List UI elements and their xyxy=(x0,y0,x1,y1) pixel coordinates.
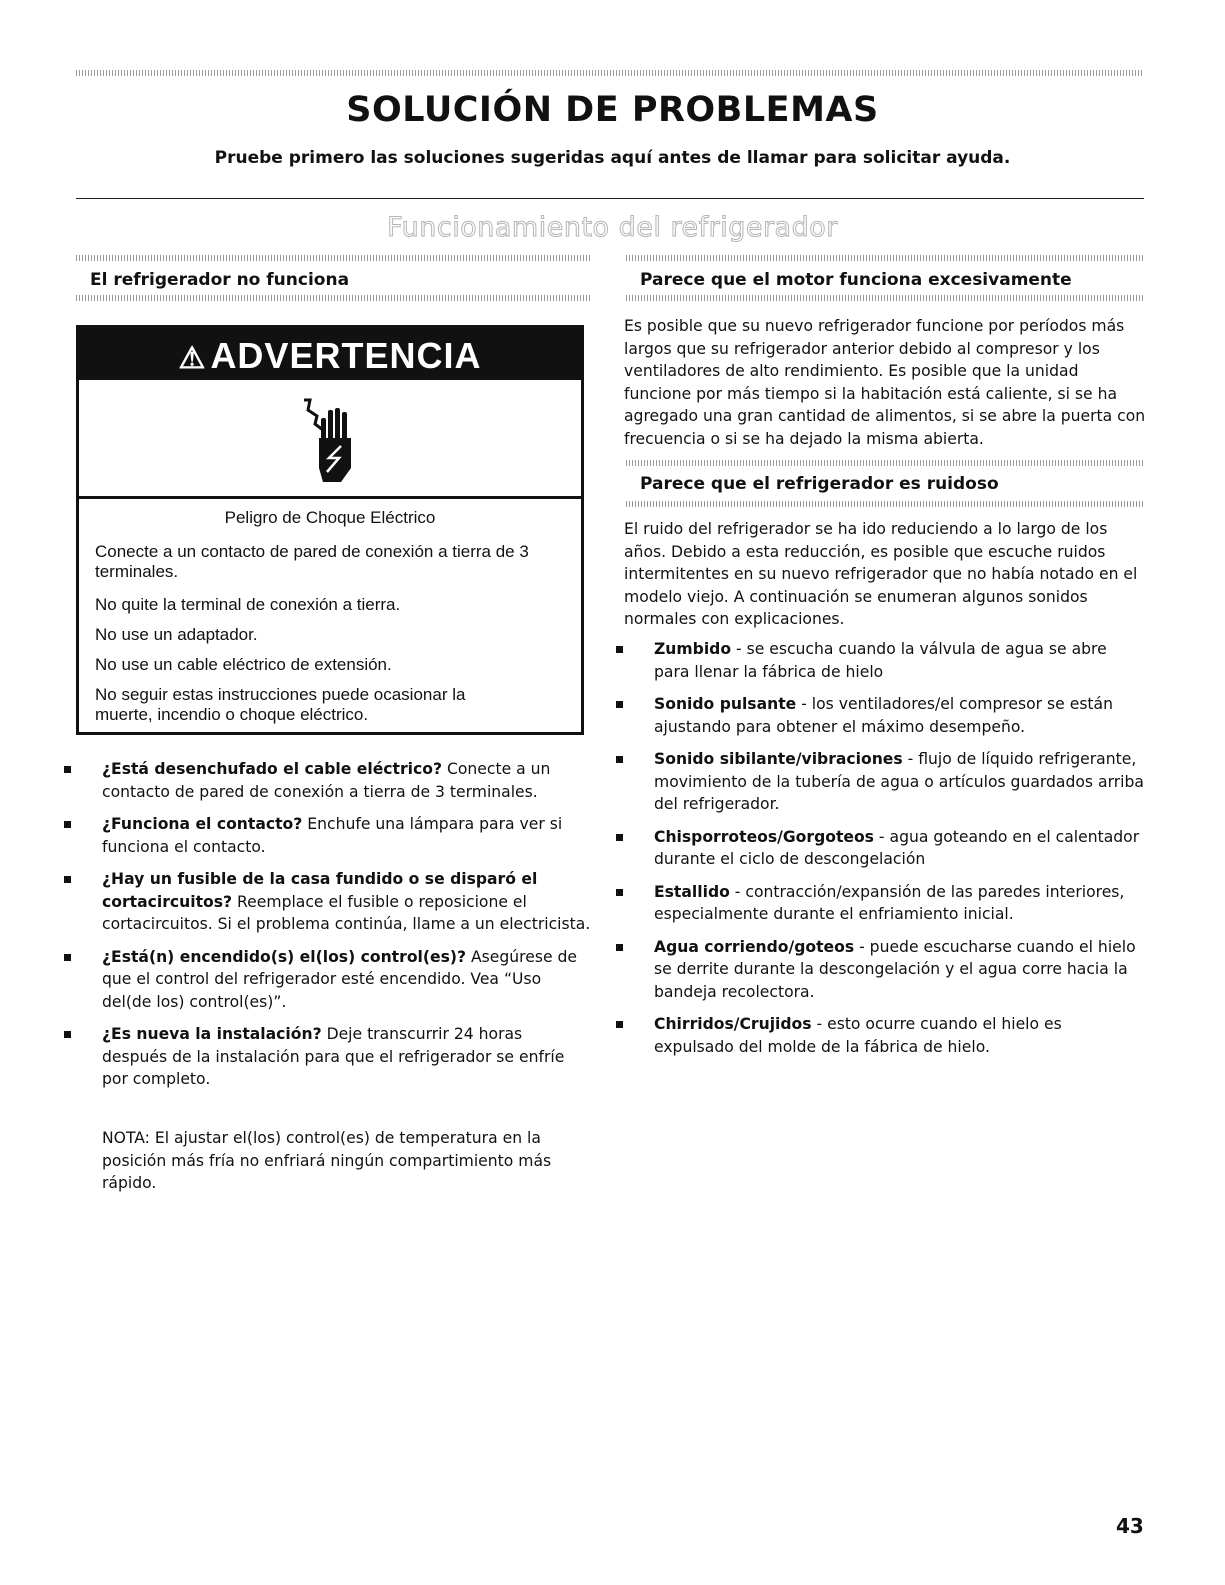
list-item-question: ¿Está(n) encendido(s) el(los) control(es)? xyxy=(102,947,467,966)
section-title: Funcionamiento del refrigerador xyxy=(387,212,838,243)
page-title: SOLUCIÓN DE PROBLEMAS xyxy=(346,90,879,130)
left-hatch-top xyxy=(76,255,592,261)
right-paragraph-noise: El ruido del refrigerador se ha ido reduciendo a lo largo de los años. Debido a esta reducción, es posible que escuche ruidos intermitentes en su nuevo refrigerador que no había notado en el modelo viejo. A continuación se enumeran algunos sonidos normales con explicaciones. xyxy=(624,520,1138,628)
bullet-icon xyxy=(616,944,623,951)
note-text: El ajustar el(los) control(es) de temperatura en la posición más fría no enfriará ningún compartimiento más rápido. xyxy=(102,1129,552,1192)
warning-line-extension: No use un cable eléctrico de extensión. xyxy=(95,655,392,674)
bullet-icon xyxy=(64,876,71,883)
left-hatch-bottom xyxy=(76,295,592,301)
sound-name: Chisporroteos/Gorgoteos xyxy=(654,827,874,846)
warning-line-grounding: Conecte a un contacto de pared de conexión a tierra de 3 terminales. xyxy=(95,542,529,581)
sound-name: Zumbido xyxy=(654,640,732,658)
sound-name: Sonido sibilante/vibraciones xyxy=(654,750,903,768)
list-item-answer: Reemplace el fusible o reposicione el cortacircuitos. Si el problema continúa, llame a un electricista. xyxy=(102,892,591,933)
warning-line-consequence: No seguir estas instrucciones puede ocasionar la muerte, incendio o choque eléctrico. xyxy=(95,685,466,724)
bullet-icon xyxy=(64,954,71,961)
warning-line-adapter: No use un adaptador. xyxy=(95,625,258,644)
warning-header xyxy=(79,328,581,380)
list-item xyxy=(64,1023,592,1091)
list-item xyxy=(616,1013,1146,1058)
list-item xyxy=(64,813,592,858)
right-hatch-bottom-1 xyxy=(626,295,1144,301)
list-item xyxy=(616,748,1146,816)
electric-shock-hand-icon xyxy=(301,398,363,486)
list-item-question: ¿Funciona el contacto? xyxy=(102,815,303,833)
page-number: 43 xyxy=(1116,1514,1144,1538)
bullet-icon xyxy=(616,834,623,841)
list-item-answer: Enchufe una lámpara para ver si funciona el contacto. xyxy=(102,815,563,856)
list-item-answer: Asegúrese de que el control del refrigerador esté encendido. Vea “Uso del(de los) control(es)”. xyxy=(102,947,578,1011)
left-checklist xyxy=(64,758,592,1101)
right-heading-noise: Parece que el refrigerador es ruidoso xyxy=(640,474,999,494)
list-item xyxy=(616,936,1146,1004)
page-subtitle: Pruebe primero las soluciones sugeridas aquí antes de llamar para solicitar ayuda. xyxy=(214,148,1011,168)
bullet-icon xyxy=(64,766,71,773)
sound-description: - contracción/expansión de las paredes interiores, especialmente durante el enfriamiento inicial. xyxy=(654,882,1125,923)
list-item-answer: Conecte a un contacto de pared de conexión a tierra de 3 terminales. xyxy=(102,760,551,801)
bullet-icon xyxy=(64,821,71,828)
bullet-icon xyxy=(616,889,623,896)
list-item xyxy=(616,638,1146,683)
list-item xyxy=(616,881,1146,926)
list-item-question: ¿Hay un fusible de la casa fundido o se disparó el cortacircuitos? xyxy=(102,870,538,911)
note-label: NOTA: xyxy=(102,1129,150,1147)
right-heading-motor: Parece que el motor funciona excesivamente xyxy=(640,270,1072,290)
sounds-list xyxy=(616,638,1146,1068)
list-item xyxy=(616,693,1146,738)
sound-description: - puede escucharse cuando el hielo se derrite durante la descongelación y el agua corre hacia la bandeja recolectora. xyxy=(654,937,1136,1001)
right-hatch-top-1 xyxy=(626,255,1144,261)
list-item-question: ¿Está desenchufado el cable eléctrico? xyxy=(102,760,443,778)
sound-description: - esto ocurre cuando el hielo es expulsado del molde de la fábrica de hielo. xyxy=(654,1015,1062,1056)
bullet-icon xyxy=(64,1031,71,1038)
sound-name: Estallido xyxy=(654,882,730,901)
list-item xyxy=(64,946,592,1014)
list-item xyxy=(616,826,1146,871)
sound-name: Chirridos/Crujidos xyxy=(654,1015,812,1033)
list-item-question: ¿Es nueva la instalación? xyxy=(102,1025,322,1043)
sound-description: - flujo de líquido refrigerante, movimiento de la tubería de agua o artículos guardados arriba del refrigerador. xyxy=(654,750,1144,813)
bullet-icon xyxy=(616,1021,623,1028)
sound-description: - los ventiladores/el compresor se están ajustando para obtener el máximo desempeño. xyxy=(654,695,1113,736)
header-rule xyxy=(76,198,1144,199)
left-heading: El refrigerador no funciona xyxy=(90,270,350,290)
sound-description: - se escucha cuando la válvula de agua se abre para llenar la fábrica de hielo xyxy=(654,640,1107,681)
sound-description: - agua goteando en el calentador durante el ciclo de descongelación xyxy=(654,827,1140,868)
top-hatch-divider xyxy=(76,70,1144,76)
bullet-icon xyxy=(616,701,623,708)
list-item xyxy=(64,758,592,803)
sound-name: Sonido pulsante xyxy=(654,695,797,713)
warning-box xyxy=(76,325,584,735)
right-hatch-bottom-2 xyxy=(626,501,1144,507)
sound-name: Agua corriendo/goteos xyxy=(654,937,855,956)
warning-header-label: ADVERTENCIA xyxy=(210,335,482,376)
warning-danger-title: Peligro de Choque Eléctrico xyxy=(224,508,436,527)
bullet-icon xyxy=(616,646,623,653)
warning-line-terminal: No quite la terminal de conexión a tierra. xyxy=(95,595,401,614)
bullet-icon xyxy=(616,756,623,763)
list-item xyxy=(64,868,592,936)
warning-divider xyxy=(79,496,581,499)
warning-triangle-icon: ⚠ xyxy=(178,342,207,375)
right-hatch-top-2 xyxy=(626,460,1144,466)
right-paragraph-motor: Es posible que su nuevo refrigerador funcione por períodos más largos que su refrigerador anterior debido al compresor y los ventiladores de alto rendimiento. Es posible que la unidad funcione por más tiempo si la habitación está caliente, si se ha agregado una gran cantidad de alimentos, si se abre la puerta con frecuencia o si se ha dejado la misma abierta. xyxy=(624,317,1146,448)
list-item-answer: Deje transcurrir 24 horas después de la instalación para que el refrigerador se enfríe por completo. xyxy=(102,1025,565,1088)
note-paragraph xyxy=(102,1127,572,1195)
